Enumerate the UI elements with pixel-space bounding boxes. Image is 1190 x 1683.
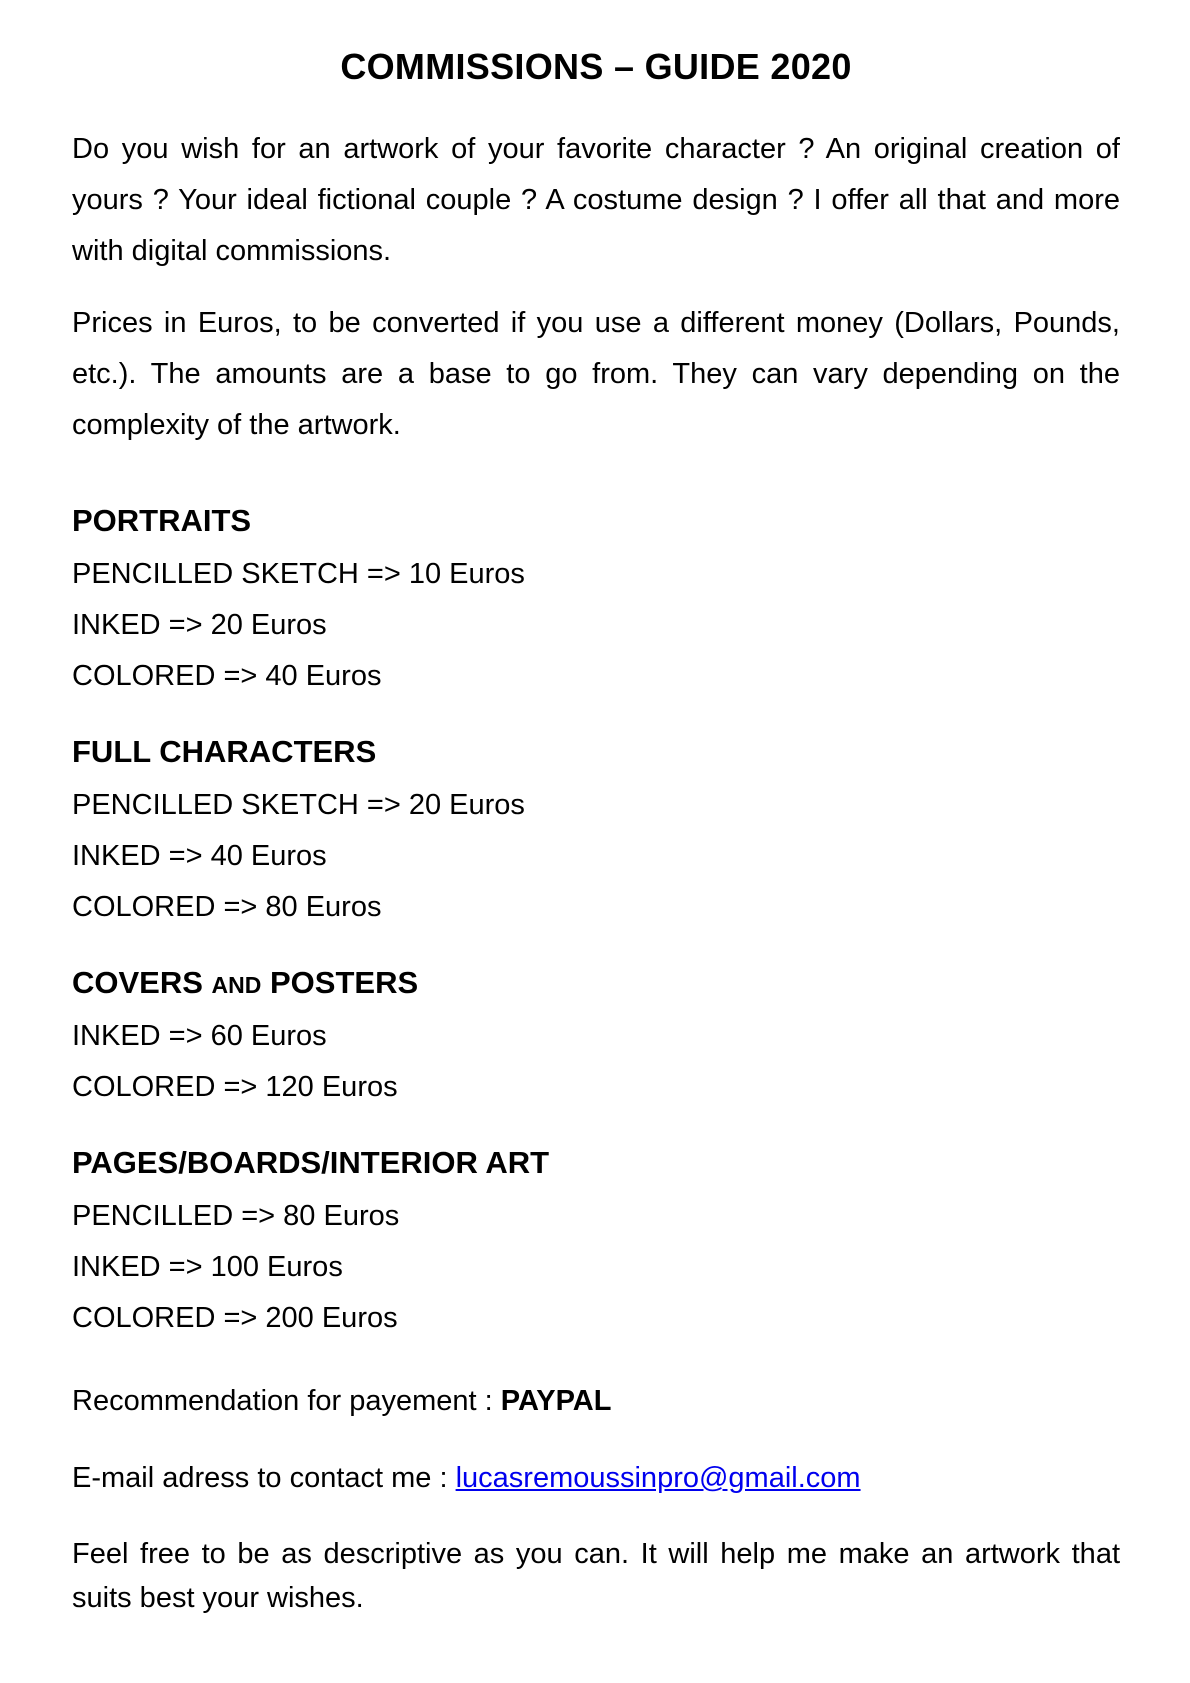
payment-line <box>72 1385 611 1418</box>
contact-line <box>72 1462 861 1495</box>
price-item: PENCILLED => 80 Euros <box>72 1200 400 1232</box>
price-item: COLORED => 80 Euros <box>72 891 382 923</box>
heading-part: POSTERS <box>261 965 419 1000</box>
prices-note-paragraph: Prices in Euros, to be converted if you use a different money (Dollars, Pounds, etc.). The amounts are a base to go from. They can vary depending on the complexity of the artwork. <box>72 307 1120 441</box>
price-item: INKED => 40 Euros <box>72 840 327 872</box>
section-heading-full-characters: FULL CHARACTERS <box>72 734 377 769</box>
section-heading-portraits: PORTRAITS <box>72 503 252 538</box>
payment-label: Recommendation for payement : <box>72 1385 501 1417</box>
price-item: INKED => 20 Euros <box>72 609 327 641</box>
payment-method: PAYPAL <box>500 1385 612 1417</box>
price-item: COLORED => 200 Euros <box>72 1302 398 1334</box>
section-heading-pages-boards-interior-art: PAGES/BOARDS/INTERIOR ART <box>72 1145 550 1180</box>
contact-label: E-mail adress to contact me : <box>72 1462 456 1494</box>
price-item: COLORED => 120 Euros <box>72 1071 398 1103</box>
page-title: COMMISSIONS – GUIDE 2020 <box>340 46 852 87</box>
price-item: COLORED => 40 Euros <box>72 660 382 692</box>
intro-paragraph: Do you wish for an artwork of your favorite character ? An original creation of yours ? Your ideal fictional couple ? A costume design ? I offer all that and more with digital commissions. <box>72 133 1120 267</box>
section-heading-covers-posters <box>72 965 418 1001</box>
price-item: PENCILLED SKETCH => 10 Euros <box>72 558 525 590</box>
closing-paragraph: Feel free to be as descriptive as you can. It will help me make an artwork that suits best your wishes. <box>72 1538 1120 1614</box>
price-item: PENCILLED SKETCH => 20 Euros <box>72 789 525 821</box>
price-item: INKED => 60 Euros <box>72 1020 327 1052</box>
heading-part-small-caps: AND <box>211 972 262 998</box>
heading-part: COVERS <box>72 965 212 1000</box>
price-item: INKED => 100 Euros <box>72 1251 343 1283</box>
email-link[interactable]: lucasremoussinpro@gmail.com <box>455 1462 861 1494</box>
